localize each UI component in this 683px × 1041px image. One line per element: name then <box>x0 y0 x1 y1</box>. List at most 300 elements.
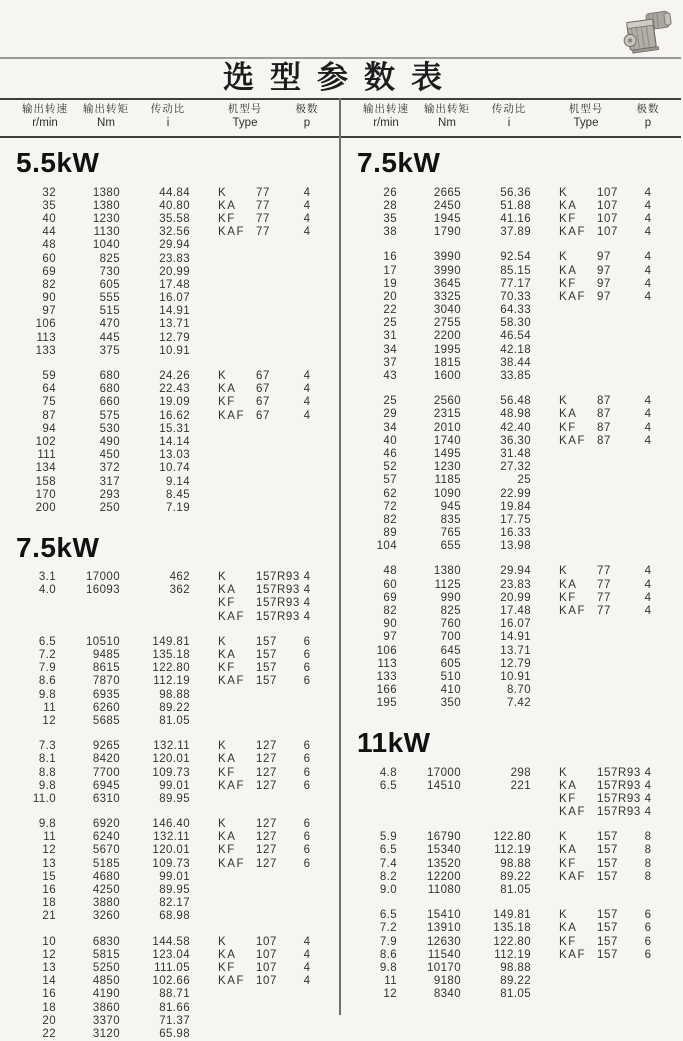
cell-speed: 48 <box>383 565 397 578</box>
cell-type-prefix: KF <box>559 792 577 805</box>
cell-type-size: 157 <box>597 831 618 844</box>
table-row <box>341 935 681 948</box>
table-row <box>0 935 340 948</box>
cell-type-prefix: KF <box>218 766 236 779</box>
cell-poles: 4 <box>303 597 311 610</box>
cell-speed: 134 <box>35 462 56 475</box>
cell-type-prefix: K <box>218 740 228 753</box>
cell-type-size: 87 <box>597 434 611 447</box>
cell-speed: 7.9 <box>379 935 397 948</box>
table-row <box>341 922 681 935</box>
parameter-block <box>341 831 681 897</box>
cell-type-prefix: K <box>559 831 569 844</box>
cell-speed: 25 <box>383 395 397 408</box>
cell-poles: 4 <box>644 766 652 779</box>
table-row <box>0 584 340 597</box>
cell-ratio: 462 <box>169 571 190 584</box>
cell-speed: 97 <box>42 305 56 318</box>
cell-speed: 90 <box>42 292 56 305</box>
cell-poles: 6 <box>303 662 311 675</box>
table-row <box>341 870 681 883</box>
cell-ratio: 149.81 <box>493 909 531 922</box>
cell-ratio: 298 <box>510 766 531 779</box>
table-row <box>341 831 681 844</box>
cell-poles: 8 <box>644 857 652 870</box>
table-row <box>341 251 681 264</box>
cell-speed: 35 <box>383 212 397 225</box>
cell-speed: 4.8 <box>379 766 397 779</box>
parameter-block <box>341 909 681 1001</box>
table-row <box>0 688 340 701</box>
cell-poles: 4 <box>644 806 652 819</box>
cell-speed: 4.0 <box>38 584 56 597</box>
cell-torque: 5185 <box>92 857 120 870</box>
cell-speed: 6.5 <box>38 635 56 648</box>
cell-speed: 59 <box>42 370 56 383</box>
header-model-type: 机型号 Type <box>227 103 263 129</box>
cell-ratio: 64.33 <box>500 304 531 317</box>
cell-torque: 445 <box>99 331 120 344</box>
cell-ratio: 89.22 <box>500 870 531 883</box>
cell-type-size: 107 <box>256 975 277 988</box>
cell-torque: 3990 <box>433 264 461 277</box>
cell-poles: 8 <box>644 844 652 857</box>
cell-speed: 6.5 <box>379 779 397 792</box>
cell-ratio: 88.71 <box>159 988 190 1001</box>
cell-poles: 6 <box>303 844 311 857</box>
cell-poles: 6 <box>644 935 652 948</box>
cell-torque: 470 <box>99 318 120 331</box>
cell-type-size: 87 <box>597 408 611 421</box>
cell-poles: 4 <box>303 975 311 988</box>
cell-poles: 4 <box>644 434 652 447</box>
cell-type-size: 157 <box>597 935 618 948</box>
cell-poles: 8 <box>644 831 652 844</box>
cell-ratio: 82.17 <box>159 897 190 910</box>
header-ratio: 传动比 i <box>150 103 186 129</box>
cell-type-size: 77 <box>597 578 611 591</box>
cell-speed: 133 <box>35 344 56 357</box>
table-row <box>341 461 681 474</box>
cell-torque: 3325 <box>433 290 461 303</box>
table-row <box>0 475 340 488</box>
cell-type-prefix: KAF <box>559 290 587 303</box>
cell-speed: 3.1 <box>38 571 56 584</box>
cell-poles: 4 <box>644 578 652 591</box>
table-row <box>341 421 681 434</box>
table-row <box>341 779 681 792</box>
cell-ratio: 17.48 <box>500 605 531 618</box>
cell-type-prefix: KA <box>559 779 578 792</box>
cell-torque: 1380 <box>92 199 120 212</box>
cell-type-size: 157 <box>597 948 618 961</box>
cell-poles: 6 <box>644 922 652 935</box>
cell-type-size: 107 <box>597 212 618 225</box>
parameter-block <box>341 395 681 553</box>
parameter-block <box>0 571 340 624</box>
cell-speed: 113 <box>36 331 56 344</box>
table-row <box>0 831 340 844</box>
table-row <box>341 226 681 239</box>
cell-speed: 9.8 <box>379 961 397 974</box>
cell-speed: 72 <box>383 500 397 513</box>
cell-torque: 835 <box>440 513 461 526</box>
table-row <box>341 513 681 526</box>
cell-ratio: 44.84 <box>159 186 190 199</box>
header-poles: 极数 p <box>295 103 319 129</box>
gearmotor-icon <box>620 6 674 56</box>
cell-type-prefix: KAF <box>218 779 246 792</box>
cell-ratio: 7.42 <box>507 697 531 710</box>
cell-speed: 16 <box>383 251 397 264</box>
cell-ratio: 112.19 <box>494 948 531 961</box>
table-row <box>0 396 340 409</box>
cell-speed: 52 <box>383 461 397 474</box>
table-row <box>0 648 340 661</box>
cell-speed: 8.2 <box>379 870 397 883</box>
cell-speed: 104 <box>376 540 397 553</box>
cell-poles: 4 <box>303 199 311 212</box>
cell-torque: 1185 <box>434 474 461 487</box>
cell-torque: 1790 <box>433 226 461 239</box>
cell-speed: 22 <box>383 304 397 317</box>
cell-ratio: 14.14 <box>159 435 190 448</box>
cell-speed: 90 <box>383 618 397 631</box>
table-row <box>341 591 681 604</box>
cell-torque: 1495 <box>433 447 461 460</box>
cell-ratio: 99.01 <box>159 870 190 883</box>
cell-torque: 825 <box>99 252 120 265</box>
table-row <box>341 792 681 805</box>
cell-type-prefix: KA <box>218 649 237 662</box>
cell-type-prefix: K <box>559 395 569 408</box>
cell-ratio: 122.80 <box>493 831 531 844</box>
table-row <box>0 635 340 648</box>
cell-torque: 530 <box>99 422 120 435</box>
table-row <box>0 779 340 792</box>
cell-torque: 680 <box>99 370 120 383</box>
cell-ratio: 112.19 <box>494 844 531 857</box>
cell-type-prefix: KAF <box>218 675 246 688</box>
cell-torque: 1130 <box>93 226 120 239</box>
table-row <box>0 344 340 357</box>
cell-type-size: 127 <box>256 740 277 753</box>
cell-speed: 82 <box>383 605 397 618</box>
cell-poles: 4 <box>644 226 652 239</box>
cell-ratio: 16.07 <box>500 618 531 631</box>
table-row <box>0 462 340 475</box>
table-row <box>341 961 681 974</box>
cell-speed: 32 <box>42 186 56 199</box>
cell-type-size: 77 <box>256 226 270 239</box>
cell-speed: 7.9 <box>38 662 56 675</box>
table-row <box>0 212 340 225</box>
cell-ratio: 81.66 <box>159 1001 190 1014</box>
cell-torque: 3645 <box>433 277 461 290</box>
table-row <box>341 684 681 697</box>
cell-ratio: 122.80 <box>493 935 531 948</box>
cell-ratio: 16.33 <box>500 527 531 540</box>
cell-poles: 8 <box>644 870 652 883</box>
cell-speed: 82 <box>42 278 56 291</box>
table-row <box>341 618 681 631</box>
cell-speed: 9.0 <box>379 884 397 897</box>
cell-type-size: 157 <box>256 649 277 662</box>
table-row <box>0 975 340 988</box>
cell-speed: 5.9 <box>379 831 397 844</box>
cell-torque: 8420 <box>92 753 120 766</box>
cell-poles: 4 <box>303 935 311 948</box>
table-row <box>0 1001 340 1014</box>
cell-ratio: 132.11 <box>153 831 190 844</box>
table-row <box>341 909 681 922</box>
table-row <box>341 277 681 290</box>
cell-type-size: 127 <box>256 779 277 792</box>
cell-type-prefix: KF <box>218 597 236 610</box>
table-content <box>0 137 681 1040</box>
cell-speed: 57 <box>383 474 397 487</box>
cell-speed: 170 <box>35 488 56 501</box>
cell-speed: 20 <box>42 1014 56 1027</box>
cell-type-size: 127 <box>256 753 277 766</box>
cell-torque: 575 <box>99 409 120 422</box>
cell-type-prefix: K <box>218 935 228 948</box>
table-row <box>0 488 340 501</box>
cell-speed: 12 <box>42 714 56 727</box>
cell-torque: 450 <box>99 449 120 462</box>
table-row <box>341 540 681 553</box>
cell-torque: 515 <box>99 305 120 318</box>
cell-ratio: 38.44 <box>500 356 531 369</box>
cell-ratio: 109.73 <box>152 766 190 779</box>
cell-speed: 44 <box>42 226 56 239</box>
parameter-block <box>0 935 340 1041</box>
cell-torque: 2010 <box>433 421 461 434</box>
cell-torque: 14510 <box>427 779 461 792</box>
cell-type-prefix: K <box>559 186 569 199</box>
cell-torque: 9485 <box>92 649 120 662</box>
table-row <box>0 610 340 623</box>
cell-speed: 7.2 <box>38 649 56 662</box>
cell-poles: 4 <box>644 421 652 434</box>
cell-type-size: 67 <box>256 383 270 396</box>
cell-speed: 12 <box>383 988 397 1001</box>
cell-type-size: 67 <box>256 396 270 409</box>
cell-torque: 17000 <box>427 766 461 779</box>
cell-type-size: 127 <box>256 766 277 779</box>
cell-ratio: 9.14 <box>166 475 190 488</box>
table-row <box>0 278 340 291</box>
table-row <box>0 753 340 766</box>
cell-speed: 13 <box>42 857 56 870</box>
cell-type-size: 157 <box>597 922 618 935</box>
table-row <box>0 1014 340 1027</box>
cell-torque: 3880 <box>92 897 120 910</box>
table-row <box>0 331 340 344</box>
cell-type-prefix: KA <box>559 844 578 857</box>
table-row <box>0 740 340 753</box>
cell-torque: 5685 <box>92 714 120 727</box>
table-row <box>0 226 340 239</box>
table-row <box>341 317 681 330</box>
cell-torque: 1945 <box>433 212 461 225</box>
cell-speed: 15 <box>42 870 56 883</box>
cell-ratio: 40.80 <box>159 199 190 212</box>
table-row <box>0 883 340 896</box>
cell-type-prefix: KA <box>559 408 578 421</box>
cell-torque: 5670 <box>92 844 120 857</box>
cell-type-size: 107 <box>256 961 277 974</box>
cell-type-prefix: KF <box>559 935 577 948</box>
cell-speed: 8.6 <box>379 948 397 961</box>
cell-torque: 250 <box>99 501 120 514</box>
cell-speed: 62 <box>383 487 397 500</box>
cell-ratio: 35.58 <box>159 212 190 225</box>
cell-type-prefix: KF <box>559 591 577 604</box>
cell-ratio: 20.99 <box>159 265 190 278</box>
cell-speed: 6.5 <box>379 844 397 857</box>
cell-type-prefix: KF <box>559 212 577 225</box>
cell-ratio: 144.58 <box>152 935 190 948</box>
cell-ratio: 99.01 <box>159 779 190 792</box>
cell-poles: 4 <box>303 571 311 584</box>
table-row <box>341 343 681 356</box>
cell-type-size: 77 <box>256 212 270 225</box>
table-row <box>0 662 340 675</box>
cell-poles: 4 <box>644 277 652 290</box>
cell-ratio: 56.48 <box>500 395 531 408</box>
cell-torque: 1380 <box>433 565 461 578</box>
table-row <box>0 305 340 318</box>
cell-type-prefix: KA <box>218 383 237 396</box>
cell-type-prefix: KAF <box>218 409 246 422</box>
cell-type-prefix: K <box>559 251 569 264</box>
table-row <box>0 571 340 584</box>
cell-type-size: 97 <box>597 290 611 303</box>
cell-type-size: 157 <box>597 870 618 883</box>
cell-speed: 31 <box>383 330 397 343</box>
cell-poles: 4 <box>303 961 311 974</box>
cell-ratio: 10.74 <box>159 462 190 475</box>
cell-type-prefix: K <box>218 370 228 383</box>
cell-speed: 11 <box>384 975 397 988</box>
cell-speed: 133 <box>376 670 397 683</box>
cell-ratio: 85.15 <box>500 264 531 277</box>
cell-torque: 15410 <box>427 909 461 922</box>
cell-torque: 1740 <box>433 434 461 447</box>
cell-ratio: 48.98 <box>500 408 531 421</box>
cell-type-prefix: K <box>218 635 228 648</box>
cell-torque: 2200 <box>433 330 461 343</box>
cell-ratio: 89.95 <box>159 884 190 897</box>
cell-speed: 106 <box>35 318 56 331</box>
cell-poles: 4 <box>303 212 311 225</box>
cell-poles: 6 <box>303 649 311 662</box>
table-row <box>341 212 681 225</box>
table-row <box>0 409 340 422</box>
cell-speed: 8.1 <box>38 753 56 766</box>
cell-speed: 14 <box>42 975 56 988</box>
parameter-block <box>341 186 681 239</box>
cell-ratio: 17.75 <box>500 513 531 526</box>
table-row <box>341 186 681 199</box>
table-row <box>0 675 340 688</box>
cell-type-prefix: KAF <box>559 870 587 883</box>
parameter-block <box>341 251 681 383</box>
cell-speed: 35 <box>42 199 56 212</box>
cell-speed: 16 <box>42 988 56 1001</box>
table-row <box>341 806 681 819</box>
cell-speed: 97 <box>383 631 397 644</box>
cell-ratio: 13.71 <box>500 644 531 657</box>
cell-torque: 2665 <box>433 186 461 199</box>
cell-ratio: 22.99 <box>500 487 531 500</box>
parameter-block <box>0 635 340 727</box>
cell-poles: 6 <box>644 948 652 961</box>
cell-ratio: 10.91 <box>159 344 190 357</box>
table-row <box>0 988 340 1001</box>
table-row <box>0 252 340 265</box>
table-row <box>341 408 681 421</box>
cell-type-prefix: K <box>218 186 228 199</box>
cell-torque: 4190 <box>92 988 120 1001</box>
table-row <box>341 857 681 870</box>
cell-type-size: 107 <box>597 226 618 239</box>
cell-type-size: 157R93 <box>256 584 300 597</box>
cell-ratio: 12.79 <box>159 331 190 344</box>
cell-type-prefix: KF <box>559 857 577 870</box>
cell-type-size: 157R93 <box>256 610 300 623</box>
cell-torque: 8615 <box>92 662 120 675</box>
cell-poles: 4 <box>644 186 652 199</box>
cell-ratio: 89.22 <box>159 701 190 714</box>
cell-poles: 6 <box>303 635 311 648</box>
cell-torque: 9265 <box>92 740 120 753</box>
table-row <box>0 844 340 857</box>
cell-poles: 4 <box>644 395 652 408</box>
table-row <box>341 644 681 657</box>
cell-torque: 1380 <box>92 186 120 199</box>
header-output-torque: 输出转矩 Nm <box>424 103 470 129</box>
cell-poles: 4 <box>644 779 652 792</box>
cell-type-size: 107 <box>597 186 618 199</box>
cell-ratio: 42.40 <box>500 421 531 434</box>
cell-type-size: 77 <box>256 186 270 199</box>
table-row <box>0 897 340 910</box>
cell-torque: 5815 <box>92 948 120 961</box>
cell-ratio: 8.70 <box>507 684 531 697</box>
cell-poles: 4 <box>644 565 652 578</box>
table-row <box>0 318 340 331</box>
table-row <box>0 383 340 396</box>
cell-poles: 6 <box>303 740 311 753</box>
cell-type-prefix: KA <box>559 199 578 212</box>
cell-speed: 43 <box>383 370 397 383</box>
cell-ratio: 65.98 <box>159 1027 190 1040</box>
cell-ratio: 29.94 <box>500 565 531 578</box>
cell-poles: 6 <box>303 831 311 844</box>
cell-torque: 11080 <box>427 884 461 897</box>
cell-speed: 11 <box>43 831 56 844</box>
cell-torque: 700 <box>440 631 461 644</box>
cell-ratio: 41.16 <box>500 212 531 225</box>
cell-torque: 5250 <box>92 961 120 974</box>
cell-poles: 4 <box>303 948 311 961</box>
cell-type-prefix: K <box>218 571 228 584</box>
cell-torque: 1815 <box>433 356 461 369</box>
cell-torque: 1040 <box>92 239 120 252</box>
table-row <box>0 369 340 382</box>
